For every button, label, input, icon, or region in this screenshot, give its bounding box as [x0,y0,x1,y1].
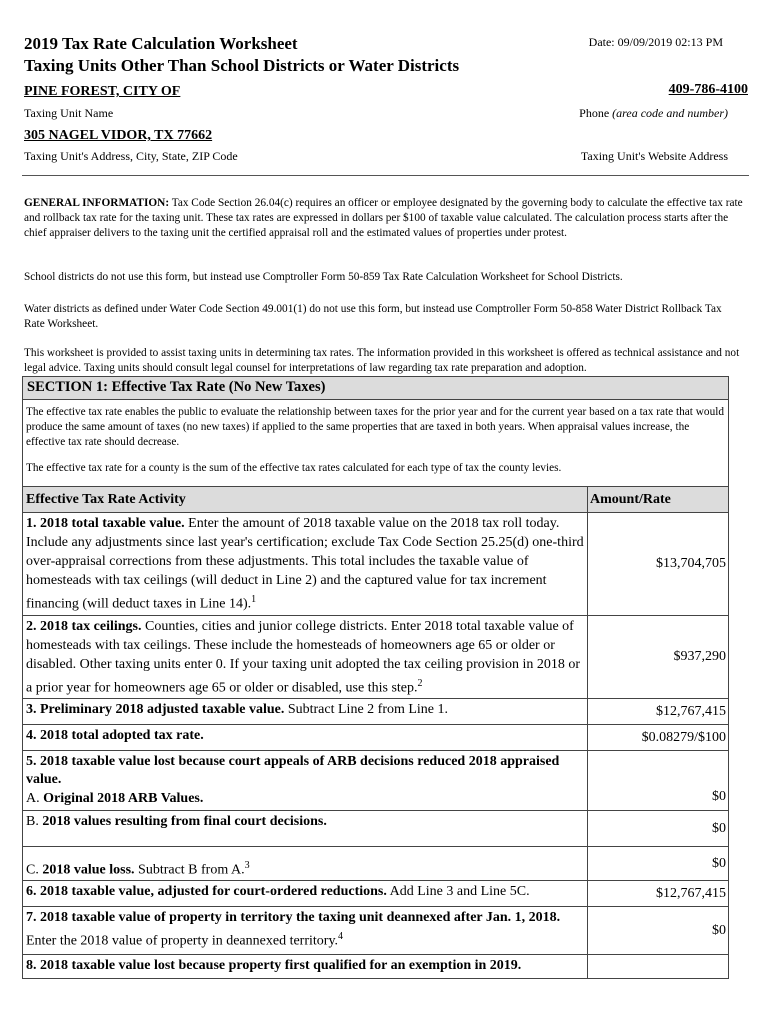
phone-number: 409-786-4100 [668,82,748,97]
table-row [23,699,729,725]
table-row [23,881,729,907]
taxing-unit-address: 305 NAGEL VIDOR, TX 77662 [24,128,213,143]
line-5b-amount: $0 [588,811,729,847]
line-4-description: 4. 2018 total adopted tax rate. [23,725,588,751]
effective-tax-rate-table [22,486,729,979]
taxing-unit-address-label: Taxing Unit's Address, City, State, ZIP Code [24,149,238,163]
line-5a-amount: $0 [588,751,729,811]
table-row [23,615,729,699]
table-header-row [23,487,729,513]
line-8-amount [588,955,729,979]
taxing-unit-name-label: Taxing Unit Name [24,106,114,120]
line-6-amount: $12,767,415 [588,881,729,907]
date-stamp: Date: 09/09/2019 02:13 PM [588,35,723,49]
table-row [23,955,729,979]
line-6-description: 6. 2018 taxable value, adjusted for court-ordered reductions. Add Line 3 and Line 5C. [23,881,588,907]
table-row [23,811,729,847]
line-7-amount: $0 [588,907,729,955]
line-4-amount: $0.08279/$100 [588,725,729,751]
table-row [23,847,729,881]
table-row [23,513,729,616]
taxing-unit-name: PINE FOREST, CITY OF [24,84,181,99]
table-row [23,751,729,811]
table-row [23,725,729,751]
line-5b-description: B. 2018 values resulting from final court decisions. [23,811,588,847]
line-1-description: 1. 2018 total taxable value. Enter the amount of 2018 taxable value on the 2018 tax roll today. Include any adjustments since last year's certification; exclude Tax Code Section 25.25(d) one-third over-appraisal corrections from these adjustments. This total includes the taxable value of homesteads with tax ceilings (will deduct in Line 2) and the captured value for tax increment financing (will deduct taxes in Line 14).$^1$ [23,513,588,616]
line-1-amount: $13,704,705 [588,513,729,616]
line-3-amount: $12,767,415 [588,699,729,725]
line-5c-amount: $0 [588,847,729,881]
general-info-paragraph: GENERAL INFORMATION: Tax Code Section 26.04(c) requires an officer or employee designated by the governing body to calculate the effective tax rate and rollback tax rate for the taxing unit. These tax rates are expressed in dollars per $100 of taxable value calculated. The calculation process starts after the chief appraiser delivers to the taxing unit the certified appraisal roll and the estimated values of properties under protest. [24,197,743,239]
section-1-header: SECTION 1: Effective Tax Rate (No New Taxes) [22,376,729,400]
line-7-description: 7. 2018 taxable value of property in territory the taxing unit deannexed after Jan. 1, 2018. Enter the 2018 value of property in deannexed territory.$^4$ [23,907,588,955]
phone-label: Phone (area code and number) [579,106,728,120]
activity-column-header: Effective Tax Rate Activity [23,487,588,513]
worksheet-subtitle: Taxing Units Other Than School Districts or Water Districts [24,56,460,75]
line-8-description: 8. 2018 taxable value lost because property first qualified for an exemption in 2019. [23,955,588,979]
amount-column-header: Amount/Rate [588,487,729,513]
legal-disclaimer: This worksheet is provided to assist taxing units in determining tax rates. The information provided in this worksheet is offered as technical assistance and not legal advice. Taxing units should consult legal counsel for interpretations of law regarding tax rate preparation and adoption. [24,347,740,374]
worksheet-title: 2019 Tax Rate Calculation Worksheet [24,34,298,53]
line-5-description: 5. 2018 taxable value lost because court appeals of ARB decisions reduced 2018 appraised value. A. Original 2018 ARB Values. [23,751,588,811]
section-1-description: The effective tax rate enables the public to evaluate the relationship between taxes for the prior year and for the current year based on a tax rate that would produce the same amount of taxes (no new taxes) if applied to the same properties that are taxed in both years. When appraisal values increase, the effective tax rate should decrease. The effective tax rate for a county is the sum of the effective tax rates calculated for each type of tax the county levies. [22,400,729,486]
table-row [23,907,729,955]
line-3-description: 3. Preliminary 2018 adjusted taxable value. Subtract Line 2 from Line 1. [23,699,588,725]
line-2-amount: $937,290 [588,615,729,699]
water-districts-note: Water districts as defined under Water Code Section 49.001(1) do not use this form, but instead use Comptroller Form 50-858 Water District Rollback Tax Rate Worksheet. [24,303,722,330]
line-5c-description: C. 2018 value loss. Subtract B from A.$^3$ [23,847,588,881]
line-2-description: 2. 2018 tax ceilings. Counties, cities and junior college districts. Enter 2018 total taxable value of homesteads with tax ceilings. These include the homesteads of homeowners age 65 or older or disabled. Other taxing units enter 0. If your taxing unit adopted the tax ceiling provision in 2018 or a prior year for homeowners age 65 or older or disabled, use this step.$^2$ [23,615,588,699]
school-districts-note: School districts do not use this form, but instead use Comptroller Form 50-859 Tax Rate Calculation Worksheet for School Districts. [24,271,623,283]
website-label: Taxing Unit's Website Address [580,149,728,163]
header-divider [22,175,749,176]
